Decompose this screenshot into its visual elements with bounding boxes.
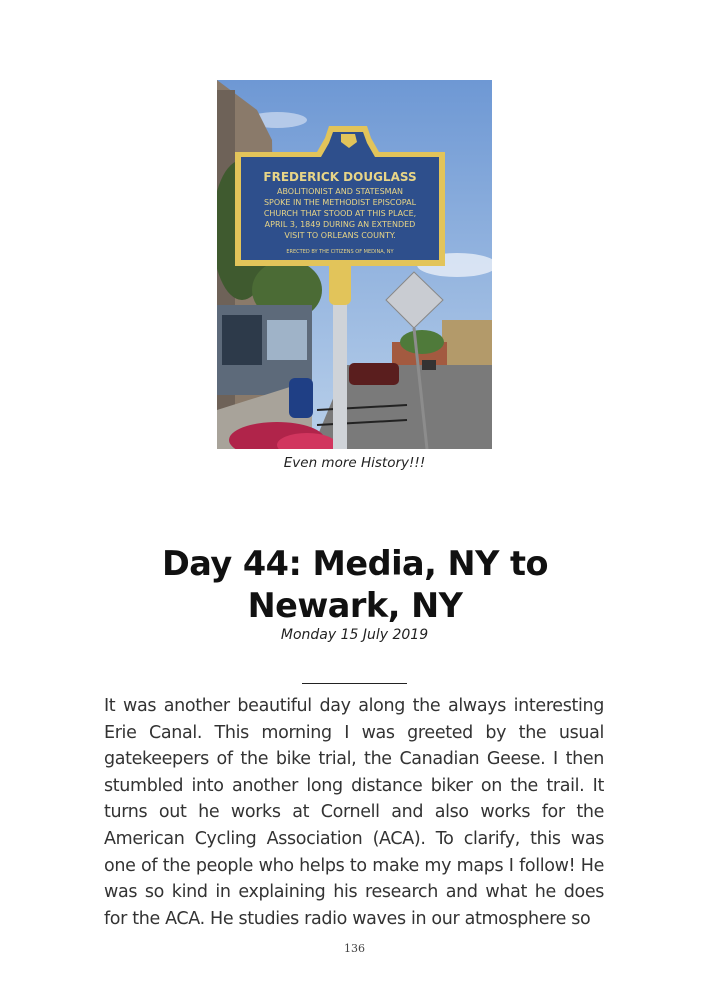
sign-line-1: FREDERICK DOUGLASS [263,170,417,184]
post-date: Monday 15 July 2019 [280,627,429,643]
historical-marker-photo [217,80,492,449]
sign-line-2: ABOLITIONIST AND STATESMAN [276,187,404,196]
sign-line-4: CHURCH THAT STOOD AT THIS PLACE, [263,209,417,218]
page-number: 136 [344,942,365,955]
sign-line-5: APRIL 3, 1849 DURING AN EXTENDED [264,220,416,229]
sign-line-7: ERECTED BY THE CITIZENS OF MEDINA, NY [286,249,394,255]
post-title: Day 44: Media, NY to Newark, NY [161,544,549,625]
photo-caption: Even more History!!! [283,455,426,471]
divider [302,683,407,684]
sign-line-6: VISIT TO ORLEANS COUNTY. [284,231,396,240]
post-body: It was another beautiful day along the always interesting Erie Canal. This morning I was greeted by the usual gatekeepers of the bike trial, the Canadian Geese. I then stumbled into another long distance biker on the trail. It turns out he works at Cornell and also works for the American Cycling Association (ACA). To clarify, this was one of the people who helps to make my maps I follow! He was so kind in explaining his research and what he does for the ACA. He studies radio waves in our atmosphere so [104,696,604,929]
sign-line-3: SPOKE IN THE METHODIST EPISCOPAL [263,198,417,207]
